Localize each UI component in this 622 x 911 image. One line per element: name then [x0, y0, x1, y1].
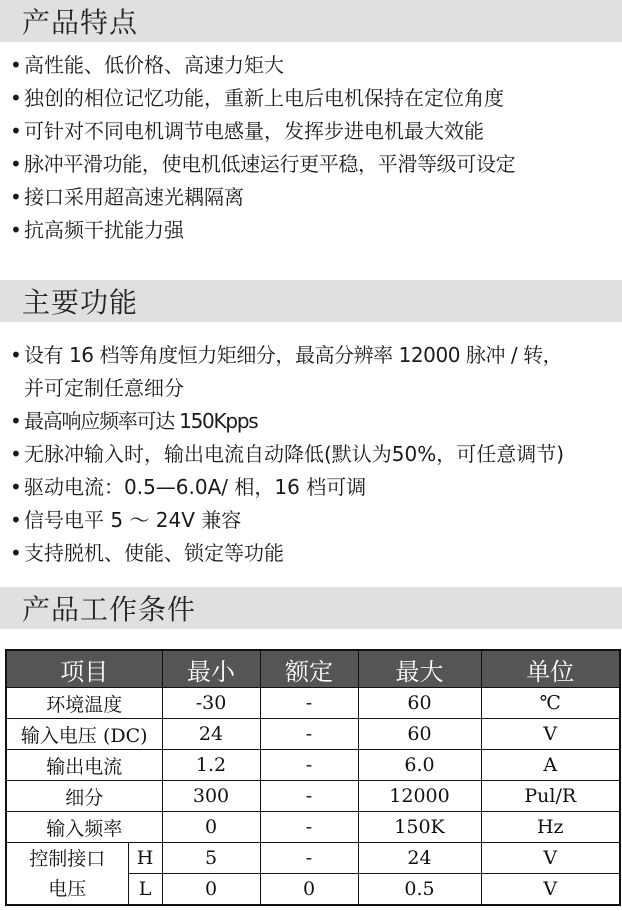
table-row	[6, 688, 620, 719]
list-item: • 驱动电流：0.5—6.0A/ 相，16 档可调	[10, 471, 564, 504]
table-cell: 0	[162, 812, 260, 843]
list-item: • 信号电平 5 ～ 24V 兼容	[10, 504, 564, 537]
bullet-icon: •	[10, 442, 22, 466]
column-header: 项目	[6, 650, 162, 688]
table-cell: 细分	[6, 781, 162, 812]
table-cell: ℃	[481, 688, 620, 719]
control-label-line2: 电压	[48, 877, 87, 900]
table-cell: -30	[162, 688, 260, 719]
table-row	[6, 719, 620, 750]
table-row	[6, 812, 620, 843]
table-cell: -	[260, 781, 358, 812]
table-cell: 0	[162, 874, 260, 906]
bullet-icon: •	[10, 185, 22, 209]
table-cell: 12000	[358, 781, 481, 812]
bullet-icon: •	[10, 541, 22, 565]
list-item: • 设有 16 档等角度恒力矩细分，最高分辨率 12000 脉冲 / 转，	[10, 339, 564, 372]
bullet-icon: •	[10, 508, 22, 532]
bullet-icon: •	[10, 475, 22, 499]
table-cell: -	[260, 688, 358, 719]
table-cell: 300	[162, 781, 260, 812]
table-cell: 0.5	[358, 874, 481, 906]
table-cell: 输入频率	[6, 812, 162, 843]
features-header	[0, 0, 622, 42]
table-cell: Pul/R	[481, 781, 620, 812]
table-row	[6, 750, 620, 781]
table-cell: Hz	[481, 812, 620, 843]
control-label-line1: 控制接口	[29, 847, 106, 870]
functions-header	[0, 280, 622, 322]
list-item: • 抗高频干扰能力强	[10, 214, 622, 247]
table-cell: -	[260, 812, 358, 843]
table-cell: 输入电压 (DC)	[6, 719, 162, 750]
table-header-row	[6, 650, 620, 688]
column-header: 额定	[260, 650, 358, 688]
list-item: • 无脉冲输入时，输出电流自动降低(默认为50%，可任意调节)	[10, 438, 564, 471]
features-title: 产品特点	[22, 6, 139, 39]
bullet-icon: •	[10, 86, 22, 110]
column-header: 单位	[481, 650, 620, 688]
table-cell: 24	[358, 843, 481, 874]
table-cell: 60	[358, 688, 481, 719]
table-cell: 60	[358, 719, 481, 750]
table-cell: V	[481, 719, 620, 750]
table-cell: 6.0	[358, 750, 481, 781]
table-cell: A	[481, 750, 620, 781]
bullet-icon: •	[10, 53, 22, 77]
list-item: • 接口采用超高速光耦隔离	[10, 181, 622, 214]
bullet-icon: •	[10, 409, 22, 433]
list-item: • 可针对不同电机调节电感量，发挥步进电机最大效能	[10, 115, 622, 148]
list-item: • 最高响应频率可达 150Kpps	[10, 405, 564, 438]
table-cell: 5	[162, 843, 260, 874]
table-cell: 输出电流	[6, 750, 162, 781]
table-cell: -	[260, 843, 358, 874]
control-voltage-label	[6, 843, 128, 906]
conditions-header	[0, 587, 622, 629]
table-cell: -	[260, 719, 358, 750]
features-list	[0, 42, 622, 247]
table-cell: V	[481, 874, 620, 906]
list-item-continuation: 并可定制任意细分	[24, 376, 184, 400]
table-cell: 150K	[358, 812, 481, 843]
functions-title: 主要功能	[22, 286, 139, 319]
table-cell: 环境温度	[6, 688, 162, 719]
table-cell: V	[481, 843, 620, 874]
working-conditions-table	[5, 649, 621, 906]
bullet-icon: •	[10, 119, 22, 143]
bullet-icon: •	[10, 218, 22, 242]
bullet-icon: •	[10, 343, 22, 367]
functions-list	[0, 331, 564, 570]
table-cell: 0	[260, 874, 358, 906]
table-row	[6, 781, 620, 812]
table-cell: L	[128, 874, 162, 906]
table-row	[6, 843, 620, 874]
conditions-title: 产品工作条件	[22, 593, 197, 626]
bullet-icon: •	[10, 152, 22, 176]
table-cell: H	[128, 843, 162, 874]
table-cell: 24	[162, 719, 260, 750]
column-header: 最小	[162, 650, 260, 688]
table-cell: 1.2	[162, 750, 260, 781]
list-item: • 高性能、低价格、高速力矩大	[10, 49, 622, 82]
list-item: • 独创的相位记忆功能，重新上电后电机保持在定位角度	[10, 82, 622, 115]
list-item: • 脉冲平滑功能，使电机低速运行更平稳，平滑等级可设定	[10, 148, 622, 181]
column-header: 最大	[358, 650, 481, 688]
table-cell: -	[260, 750, 358, 781]
list-item: • 支持脱机、使能、锁定等功能	[10, 537, 564, 570]
